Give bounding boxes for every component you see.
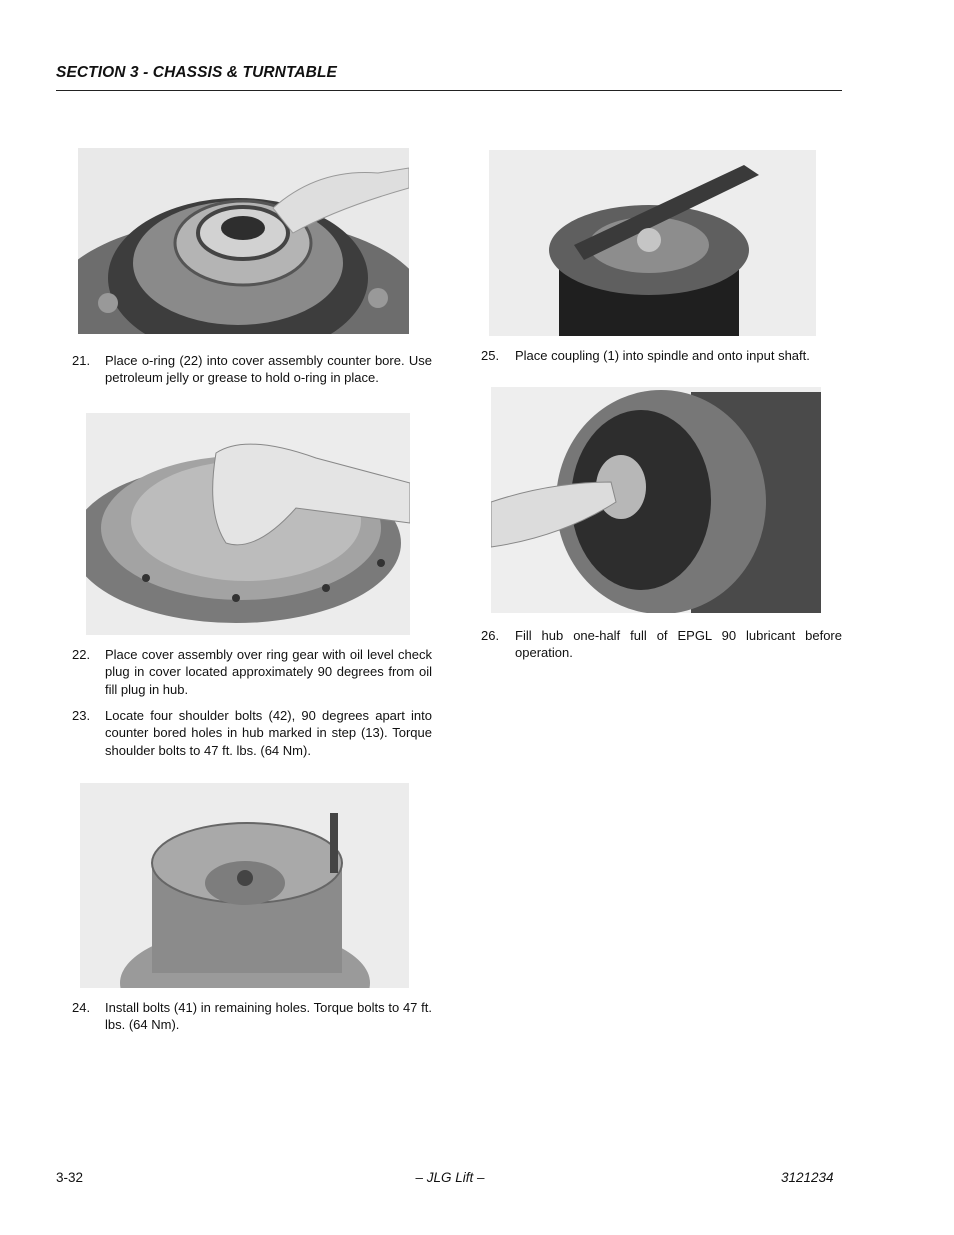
step-23: 23. Locate four shoulder bolts (42), 90 degrees apart into counter bored holes in hub marked in step (13). Torque shoulder bolts to 47 ft. lbs. (64 Nm). <box>72 708 432 758</box>
photo-ring-gear-oring <box>78 148 409 334</box>
footer-brand: – JLG Lift – <box>415 1170 485 1185</box>
photo-coupling-insertion <box>491 387 821 613</box>
section-title: SECTION 3 - CHASSIS & TURNTABLE <box>56 64 337 81</box>
page-number: 3-32 <box>56 1170 84 1185</box>
step-22: 22. Place cover assembly over ring gear with oil level check plug in cover located approximately 90 degrees from oil fill plug in hub. <box>72 647 432 697</box>
document-number: 3121234 <box>781 1170 834 1185</box>
step-26: 26. Fill hub one-half full of EPGL 90 lubricant before operation. <box>481 628 842 661</box>
photo-cover-assembly <box>86 413 410 635</box>
step-25: 25. Place coupling (1) into spindle and onto input shaft. <box>481 348 810 363</box>
step-21: 21. Place o-ring (22) into cover assembly counter bore. Use petroleum jelly or grease to hold o-ring in place. <box>72 353 432 386</box>
photo-bolted-hub <box>80 783 409 988</box>
step-24: 24. Install bolts (41) in remaining holes. Torque bolts to 47 ft. lbs. (64 Nm). <box>72 1000 432 1033</box>
photo-torque-wrench <box>489 150 816 336</box>
section-header <box>56 64 842 91</box>
